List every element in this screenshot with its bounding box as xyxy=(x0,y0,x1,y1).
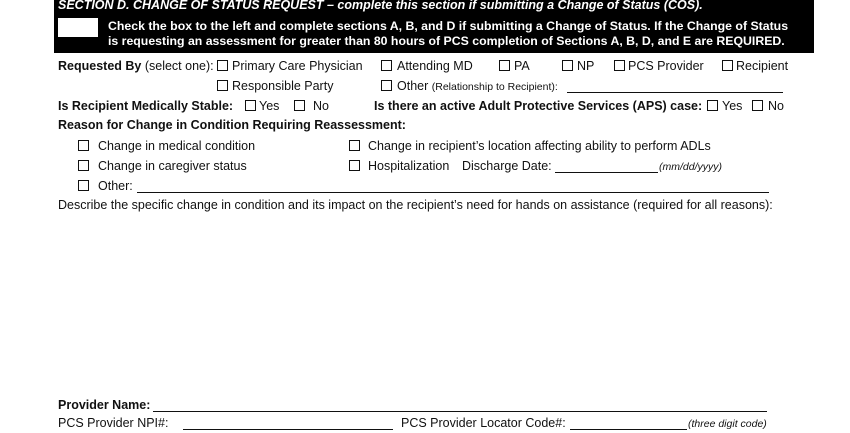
stable-no-label: No xyxy=(313,99,329,113)
pcp-checkbox[interactable] xyxy=(217,60,228,71)
responsible-party-checkbox[interactable] xyxy=(217,80,228,91)
requested-by-hint: (select one): xyxy=(144,59,214,73)
medical-condition-label: Change in medical condition xyxy=(98,139,256,153)
stable-no-checkbox[interactable] xyxy=(294,100,305,111)
provider-npi-field[interactable] xyxy=(183,429,393,430)
stable-yes-checkbox[interactable] xyxy=(245,100,256,111)
describe-text-area[interactable] xyxy=(58,216,778,392)
discharge-date-hint: (mm/dd/yyyy) xyxy=(659,161,722,173)
pcs-provider-checkbox[interactable] xyxy=(614,60,625,71)
discharge-date-label: Discharge Date: xyxy=(462,159,552,173)
hospitalization-label: Hospitalization xyxy=(368,159,450,173)
np-checkbox[interactable] xyxy=(562,60,573,71)
recipient-label: Recipient xyxy=(736,59,789,73)
section-title: SECTION D. CHANGE OF STATUS REQUEST – complete this section if submitting a Change of Status (COS). xyxy=(58,0,703,12)
pcs-provider-label: PCS Provider xyxy=(628,59,704,73)
discharge-date-field[interactable] xyxy=(555,172,658,173)
requested-by-label xyxy=(58,59,214,73)
reason-label: Reason for Change in Condition Requiring Reassessment: xyxy=(58,118,406,132)
other-text: Other xyxy=(397,79,429,93)
stable-label: Is Recipient Medically Stable: xyxy=(58,99,234,113)
pa-label: PA xyxy=(514,59,530,73)
recipient-checkbox[interactable] xyxy=(722,60,733,71)
aps-no-label: No xyxy=(768,99,784,113)
aps-yes-label: Yes xyxy=(722,99,743,113)
hospitalization-checkbox[interactable] xyxy=(349,160,360,171)
other-reason-checkbox[interactable] xyxy=(78,180,89,191)
other-relationship-checkbox[interactable] xyxy=(381,80,392,91)
section-header xyxy=(54,0,814,53)
aps-no-checkbox[interactable] xyxy=(752,100,763,111)
caregiver-label: Change in caregiver status xyxy=(98,159,247,173)
medical-condition-checkbox[interactable] xyxy=(78,140,89,151)
other-reason-field[interactable] xyxy=(137,192,769,193)
other-reason-label: Other: xyxy=(98,179,133,193)
other-hint: (Relationship to Recipient): xyxy=(431,81,558,93)
caregiver-checkbox[interactable] xyxy=(78,160,89,171)
stable-yes-label: Yes xyxy=(259,99,280,113)
np-label: NP xyxy=(577,59,595,73)
pcp-label: Primary Care Physician xyxy=(232,59,363,73)
provider-name-field[interactable] xyxy=(153,411,767,412)
location-checkbox[interactable] xyxy=(349,140,360,151)
instruction-line-2: is requesting an assessment for greater than 80 hours of PCS completion of Sections A, B, D, and E are REQUIRED. xyxy=(108,34,785,48)
aps-yes-checkbox[interactable] xyxy=(707,100,718,111)
requested-by-text: Requested By xyxy=(58,59,142,73)
responsible-party-label: Responsible Party xyxy=(232,79,334,93)
cos-checkbox[interactable] xyxy=(58,18,98,37)
locator-code-field[interactable] xyxy=(570,429,687,430)
locator-code-hint: (three digit code) xyxy=(688,418,767,430)
pa-checkbox[interactable] xyxy=(499,60,510,71)
attending-checkbox[interactable] xyxy=(381,60,392,71)
relationship-field[interactable] xyxy=(567,92,783,93)
other-relationship-label xyxy=(397,79,558,93)
locator-code-label: PCS Provider Locator Code#: xyxy=(401,416,566,430)
instruction-line-1: Check the box to the left and complete sections A, B, and D if submitting a Change of Status. If the Change of Status xyxy=(108,19,789,33)
describe-label: Describe the specific change in condition and its impact on the recipient’s need for hands on assistance (required for all reasons): xyxy=(58,198,773,212)
provider-name-label: Provider Name: xyxy=(58,398,151,412)
location-label: Change in recipient’s location affecting ability to perform ADLs xyxy=(368,139,711,153)
aps-label: Is there an active Adult Protective Services (APS) case: xyxy=(374,99,703,113)
provider-npi-label: PCS Provider NPI#: xyxy=(58,416,169,430)
attending-label: Attending MD xyxy=(397,59,473,73)
